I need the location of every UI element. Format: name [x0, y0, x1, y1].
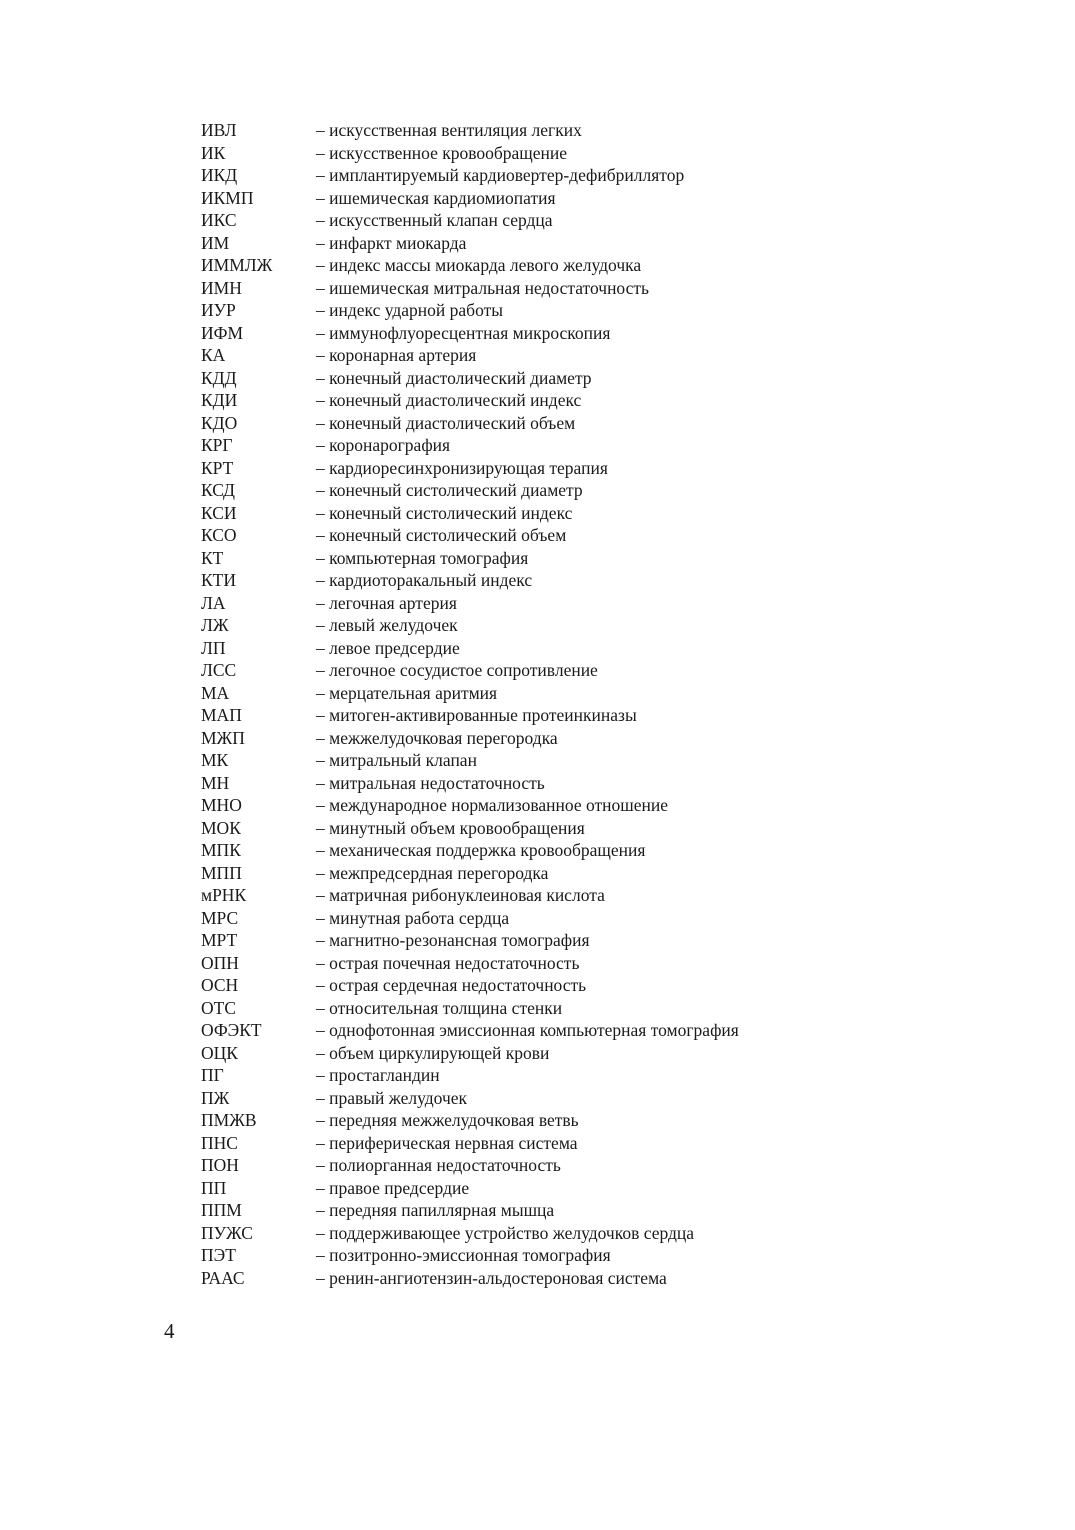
abbreviation-definition: – левое предсердие: [316, 637, 460, 658]
abbreviation-definition: – ишемическая кардиомиопатия: [316, 187, 556, 208]
abbreviation-row: [201, 1042, 739, 1065]
abbreviation-row: [201, 659, 739, 682]
abbreviation-definition: – позитронно-эмиссионная томография: [316, 1245, 611, 1265]
abbreviation-definition: – конечный диастолический индекс: [316, 390, 582, 410]
abbreviation-row: [201, 389, 739, 412]
abbreviation-definition: – конечный систолический диаметр: [316, 480, 583, 500]
abbreviation-row: [201, 187, 739, 210]
abbreviation-term: МН: [201, 772, 230, 793]
abbreviation-row: [201, 1154, 739, 1177]
abbreviation-definition: – митральная недостаточность: [316, 772, 545, 793]
abbreviation-row: [201, 952, 739, 975]
abbreviation-row: [201, 119, 739, 142]
abbreviation-term: ПЭТ: [201, 1245, 236, 1265]
abbreviation-term: МК: [201, 750, 229, 770]
abbreviation-row: [201, 862, 739, 885]
abbreviation-row: [201, 1109, 739, 1132]
abbreviation-term: ЛЖ: [201, 615, 229, 635]
abbreviation-row: [201, 749, 739, 772]
abbreviation-definition: – кардиоторакальный индекс: [316, 570, 533, 590]
abbreviation-definition: – периферическая нервная система: [316, 1132, 578, 1153]
abbreviation-term: ИММЛЖ: [201, 255, 273, 275]
abbreviation-row: [201, 929, 739, 952]
abbreviation-row: [201, 254, 739, 277]
abbreviation-term: МРС: [201, 907, 239, 928]
abbreviation-term: ИМН: [201, 277, 242, 298]
abbreviation-row: [201, 457, 739, 480]
abbreviation-definition: – мерцательная аритмия: [316, 682, 498, 703]
abbreviation-definition: – легочное сосудистое сопротивление: [316, 660, 598, 680]
abbreviation-row: [201, 817, 739, 840]
abbreviation-definition: – левый желудочек: [316, 615, 458, 635]
abbreviation-term: мРНК: [201, 885, 247, 905]
abbreviation-row: [201, 974, 739, 997]
abbreviation-row: [201, 682, 739, 705]
abbreviation-row: [201, 209, 739, 232]
abbreviation-row: [201, 839, 739, 862]
abbreviation-term: ОФЭКТ: [201, 1020, 262, 1040]
abbreviation-term: ИКС: [201, 210, 237, 230]
abbreviation-definition: – межжелудочковая перегородка: [316, 727, 558, 748]
abbreviation-list: [201, 119, 739, 1289]
abbreviation-definition: – инфаркт миокарда: [316, 232, 467, 253]
abbreviation-term: МПК: [201, 840, 241, 860]
abbreviation-row: [201, 1087, 739, 1110]
abbreviation-definition: – ишемическая митральная недостаточность: [316, 277, 650, 298]
abbreviation-definition: – острая сердечная недостаточность: [316, 975, 587, 995]
abbreviation-definition: – правое предсердие: [316, 1177, 470, 1198]
abbreviation-definition: – индекс массы миокарда левого желудочка: [316, 255, 642, 275]
abbreviation-row: [201, 1267, 739, 1290]
abbreviation-definition: – минутный объем кровообращения: [316, 817, 585, 838]
abbreviation-definition: – однофотонная эмиссионная компьютерная томография: [316, 1020, 739, 1040]
abbreviation-row: [201, 1244, 739, 1267]
abbreviation-row: [201, 524, 739, 547]
abbreviation-term: ПГ: [201, 1065, 224, 1085]
abbreviation-term: КТ: [201, 547, 224, 568]
abbreviation-definition: – полиорганная недостаточность: [316, 1155, 561, 1175]
abbreviation-definition: – компьютерная томография: [316, 547, 529, 568]
abbreviation-term: КА: [201, 345, 226, 365]
abbreviation-term: ИКМП: [201, 187, 254, 208]
abbreviation-definition: – коронарная артерия: [316, 345, 477, 365]
page-number: 4: [164, 1319, 175, 1343]
abbreviation-row: [201, 1199, 739, 1222]
abbreviation-term: МЖП: [201, 727, 245, 748]
abbreviation-term: МАП: [201, 705, 242, 725]
abbreviation-definition: – простагландин: [316, 1065, 440, 1085]
abbreviation-definition: – передняя межжелудочковая ветвь: [316, 1110, 579, 1130]
abbreviation-term: КТИ: [201, 570, 236, 590]
abbreviation-definition: – искусственный клапан сердца: [316, 210, 553, 230]
abbreviation-definition: – минутная работа сердца: [316, 907, 510, 928]
abbreviation-term: ЛА: [201, 592, 226, 613]
abbreviation-term: РААС: [201, 1267, 245, 1288]
abbreviation-definition: – конечный диастолический объем: [316, 412, 576, 433]
abbreviation-term: ППМ: [201, 1200, 242, 1220]
abbreviation-row: [201, 997, 739, 1020]
abbreviation-row: [201, 367, 739, 390]
abbreviation-row: [201, 142, 739, 165]
abbreviation-term: ПОН: [201, 1155, 239, 1175]
abbreviation-term: КДО: [201, 412, 238, 433]
abbreviation-term: ПНС: [201, 1132, 238, 1153]
abbreviation-row: [201, 1132, 739, 1155]
abbreviation-definition: – митральный клапан: [316, 750, 477, 770]
abbreviation-definition: – легочная артерия: [316, 592, 457, 613]
abbreviation-row: [201, 1064, 739, 1087]
abbreviation-term: КСИ: [201, 502, 237, 523]
abbreviation-row: [201, 1222, 739, 1245]
abbreviation-definition: – имплантируемый кардиовертер-дефибриллятор: [316, 165, 685, 185]
abbreviation-term: МРТ: [201, 930, 238, 950]
abbreviation-definition: – передняя папиллярная мышца: [316, 1200, 555, 1220]
abbreviation-definition: – межпредсердная перегородка: [316, 862, 549, 883]
abbreviation-row: [201, 344, 739, 367]
abbreviation-row: [201, 232, 739, 255]
abbreviation-definition: – индекс ударной работы: [316, 300, 504, 320]
abbreviation-row: [201, 1177, 739, 1200]
abbreviation-definition: – кардиоресинхронизирующая терапия: [316, 457, 608, 478]
abbreviation-row: [201, 569, 739, 592]
abbreviation-row: [201, 277, 739, 300]
abbreviation-term: ИВЛ: [201, 120, 237, 140]
abbreviation-term: ОПН: [201, 952, 239, 973]
abbreviation-term: КСО: [201, 525, 237, 545]
abbreviation-row: [201, 299, 739, 322]
abbreviation-definition: – острая почечная недостаточность: [316, 952, 580, 973]
abbreviation-row: [201, 772, 739, 795]
abbreviation-term: ОТС: [201, 997, 236, 1018]
abbreviation-term: ЛП: [201, 637, 226, 658]
abbreviation-row: [201, 547, 739, 570]
abbreviation-term: КДИ: [201, 390, 238, 410]
abbreviation-term: КРГ: [201, 435, 233, 455]
abbreviation-term: ПП: [201, 1177, 227, 1198]
abbreviation-definition: – относительная толщина стенки: [316, 997, 563, 1018]
abbreviation-row: [201, 727, 739, 750]
abbreviation-definition: – матричная рибонуклеиновая кислота: [316, 885, 605, 905]
abbreviation-term: КРТ: [201, 457, 234, 478]
abbreviation-definition: – механическая поддержка кровообращения: [316, 840, 646, 860]
abbreviation-definition: – магнитно-резонансная томография: [316, 930, 590, 950]
abbreviation-term: ОЦК: [201, 1042, 238, 1063]
abbreviation-definition: – конечный систолический индекс: [316, 502, 573, 523]
abbreviation-definition: – правый желудочек: [316, 1087, 468, 1108]
abbreviation-row: [201, 794, 739, 817]
abbreviation-row: [201, 502, 739, 525]
abbreviation-term: МНО: [201, 795, 242, 815]
abbreviation-term: ИКД: [201, 165, 238, 185]
abbreviation-term: ПУЖС: [201, 1222, 253, 1243]
abbreviation-term: ИМ: [201, 232, 230, 253]
abbreviation-term: МОК: [201, 817, 241, 838]
abbreviation-definition: – поддерживающее устройство желудочков сердца: [316, 1222, 695, 1243]
abbreviation-term: ОСН: [201, 975, 239, 995]
abbreviation-term: ПЖ: [201, 1087, 230, 1108]
abbreviation-row: [201, 1019, 739, 1042]
abbreviation-definition: – коронарография: [316, 435, 451, 455]
abbreviation-term: ИФМ: [201, 322, 244, 343]
abbreviation-term: ИК: [201, 142, 226, 163]
abbreviation-row: [201, 907, 739, 930]
abbreviation-definition: – иммунофлуоресцентная микроскопия: [316, 322, 611, 343]
abbreviation-definition: – конечный систолический объем: [316, 525, 567, 545]
abbreviation-row: [201, 479, 739, 502]
abbreviation-row: [201, 884, 739, 907]
abbreviation-term: МА: [201, 682, 230, 703]
abbreviation-definition: – искусственное кровообращение: [316, 142, 568, 163]
abbreviation-definition: – международное нормализованное отношение: [316, 795, 669, 815]
abbreviation-term: ЛСС: [201, 660, 237, 680]
abbreviation-row: [201, 592, 739, 615]
abbreviation-row: [201, 322, 739, 345]
abbreviation-row: [201, 614, 739, 637]
abbreviation-row: [201, 412, 739, 435]
abbreviation-definition: – конечный диастолический диаметр: [316, 367, 592, 388]
abbreviation-term: МПП: [201, 862, 242, 883]
abbreviation-definition: – митоген-активированные протеинкиназы: [316, 705, 637, 725]
abbreviation-term: КСД: [201, 480, 235, 500]
abbreviation-term: ПМЖВ: [201, 1110, 257, 1130]
abbreviation-row: [201, 434, 739, 457]
abbreviation-definition: – искусственная вентиляция легких: [316, 120, 582, 140]
abbreviation-definition: – ренин-ангиотензин-альдостероновая система: [316, 1267, 667, 1288]
abbreviation-row: [201, 704, 739, 727]
abbreviation-row: [201, 637, 739, 660]
abbreviation-row: [201, 164, 739, 187]
abbreviation-definition: – объем циркулирующей крови: [316, 1042, 550, 1063]
abbreviation-term: КДД: [201, 367, 237, 388]
abbreviation-term: ИУР: [201, 300, 236, 320]
